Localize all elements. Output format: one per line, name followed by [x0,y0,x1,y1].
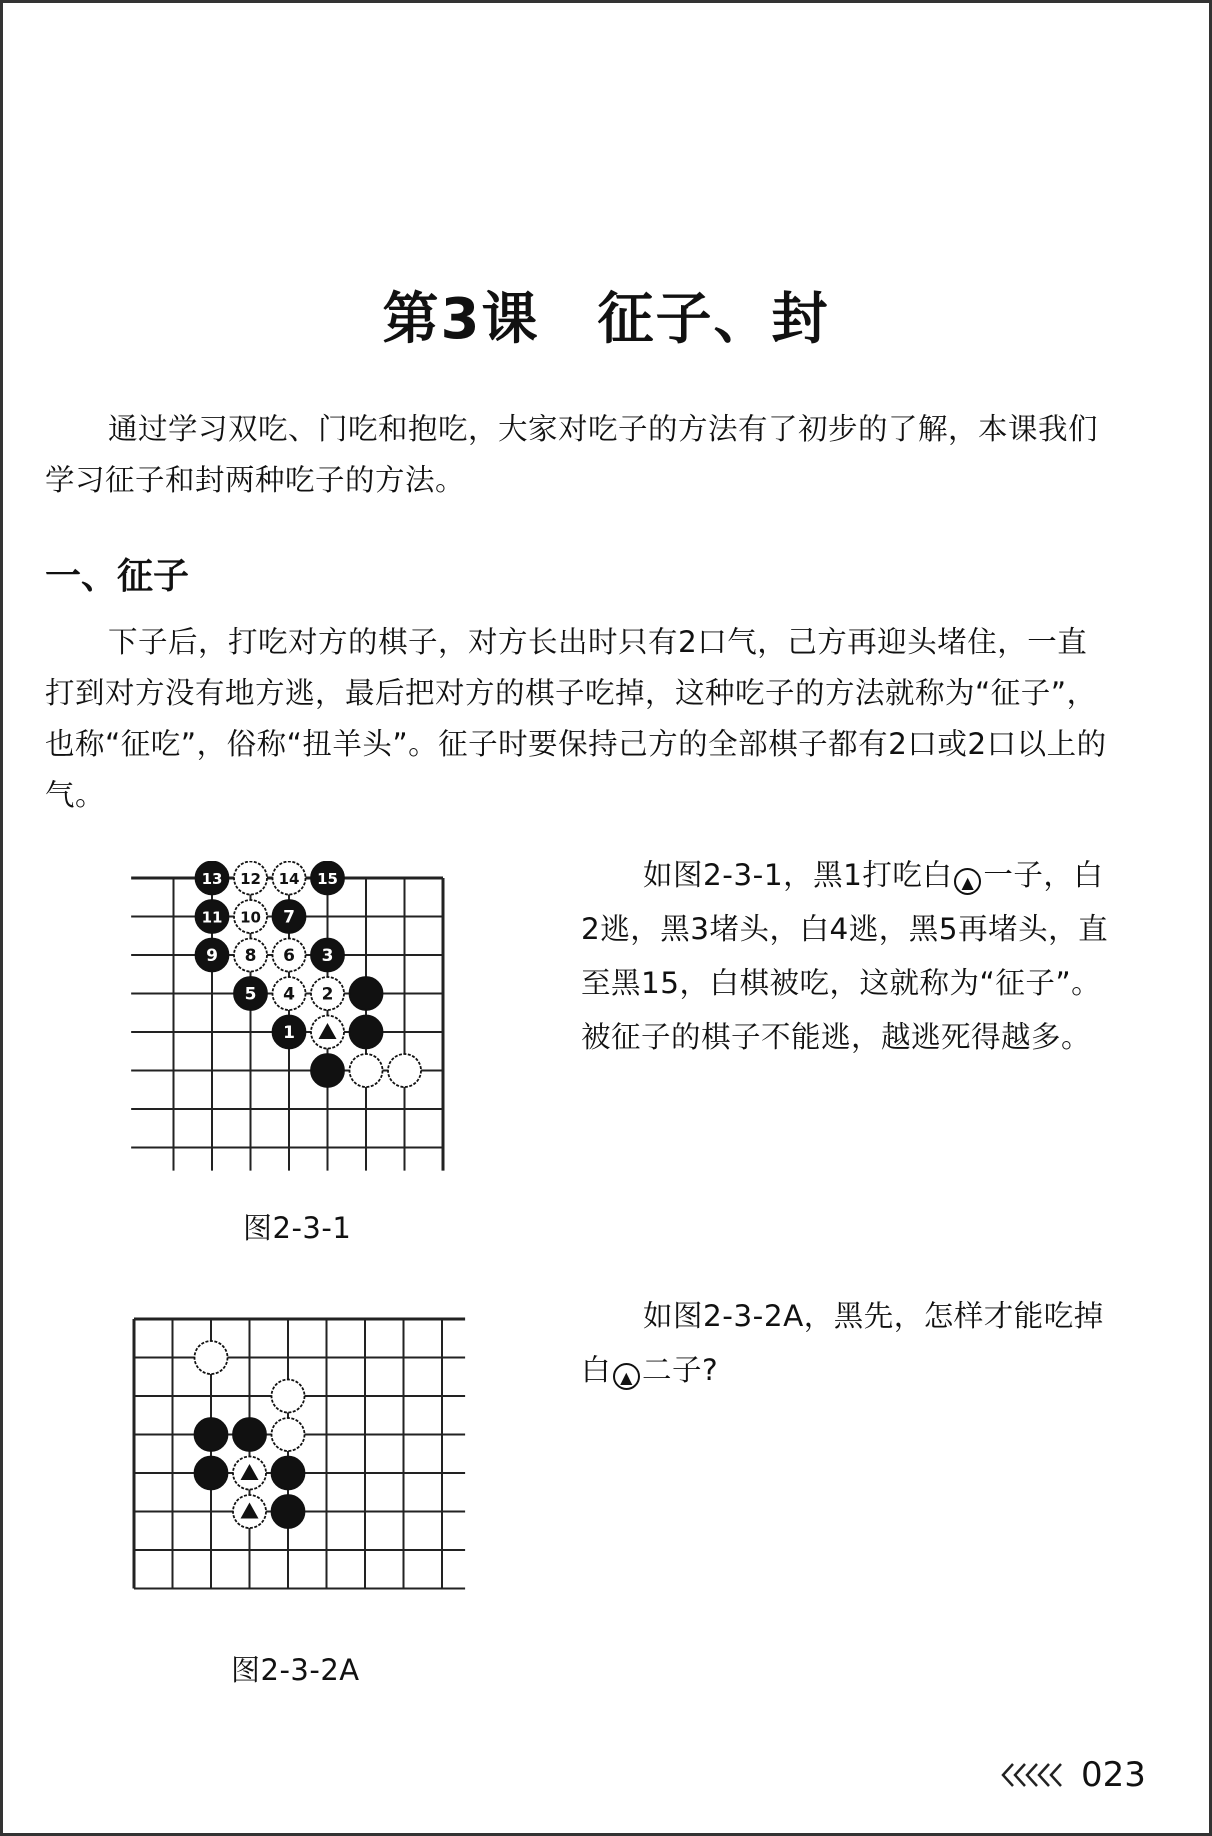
black-stone [311,1054,344,1087]
svg-text:5: 5 [244,984,257,1005]
white-stone [272,1380,305,1413]
black-stone [272,1457,305,1490]
svg-text:8: 8 [244,946,257,966]
svg-text:2: 2 [321,984,334,1005]
definition-paragraph: 下子后，打吃对方的棋子，对方长出时只有2口气，己方再迎头堵住，一直打到对方没有地方逃，最后把对方的棋子吃掉，这种吃子的方法就称为“征子”，也称“征吃”，俗称“扭羊头”。征子时要保持己方的全部棋子都有2口或2口以上的气。 [45,625,1107,812]
white-stone [195,1341,228,1374]
black-stone [195,1457,228,1490]
black-stone [273,900,306,933]
white-stone [273,977,306,1010]
black-stone [233,1418,266,1451]
black-stone [272,1495,305,1528]
svg-text:15: 15 [317,870,338,888]
figure-1-caption: 图2-3-1 [243,1211,352,1245]
black-stone [273,1016,306,1049]
page-number: 023 [1081,1755,1146,1795]
figure-1-text-start: 如图2-3-1，黑1打吃白 [643,858,953,892]
white-stone [234,862,267,895]
svg-text:11: 11 [201,908,223,927]
svg-text:10: 10 [240,908,261,927]
black-stone [350,1016,383,1049]
white-stone [311,1016,344,1049]
figure-2-text-start: 如图2-3-2A，黑先，怎样才能吃掉白 [581,1299,1104,1387]
lesson-topic: 征子、封 [597,287,830,352]
black-stone [234,977,267,1010]
black-stone [311,939,344,972]
white-stone [272,1418,305,1451]
page-title [3,275,1209,355]
black-stone [311,862,344,895]
svg-text:6: 6 [283,946,295,966]
figure-2-text-end: 二子? [642,1353,719,1387]
triangle-white-stone-icon: ▲ [613,1363,640,1390]
svg-text:1: 1 [283,1023,295,1043]
svg-text:3: 3 [321,946,334,966]
white-stone [273,862,306,895]
svg-text:7: 7 [283,907,295,928]
black-stone [196,939,229,972]
figure-1-description [581,848,1116,1064]
white-stone [234,900,267,933]
go-board-figure-2 [128,1311,508,1651]
white-stone [388,1054,421,1087]
black-stone [196,862,229,895]
triangle-white-stone-icon: ▲ [954,868,981,895]
svg-text:12: 12 [240,870,261,888]
svg-text:9: 9 [206,946,218,966]
white-stone [233,1495,266,1528]
white-stone [273,939,306,972]
svg-text:13: 13 [201,870,223,888]
svg-text:14: 14 [278,870,300,888]
section-heading: 一、征子 [45,556,190,597]
white-stone [233,1457,266,1490]
figure-2-description [581,1289,1116,1397]
figure-1-text-end: 一子，白2逃，黑3堵头，白4逃，黑5再堵头，直至黑15，白棋被吃，这就称为“征子”。被征子的棋子不能逃，越逃死得越多。 [581,858,1109,1054]
white-stone [234,939,267,972]
go-board-figure-1 [131,861,511,1201]
svg-text:4: 4 [283,984,295,1005]
black-stone [195,1418,228,1451]
black-stone [350,977,383,1010]
black-stone [196,900,229,933]
white-stone [350,1054,383,1087]
lesson-number: 第3课 [382,287,540,352]
white-stone [311,977,344,1010]
page-arrows-icon [999,1760,1069,1790]
intro-paragraph: 通过学习双吃、门吃和抱吃，大家对吃子的方法有了初步的了解，本课我们学习征子和封两种吃子的方法。 [45,412,1099,497]
figure-2-caption: 图2-3-2A [231,1653,360,1687]
